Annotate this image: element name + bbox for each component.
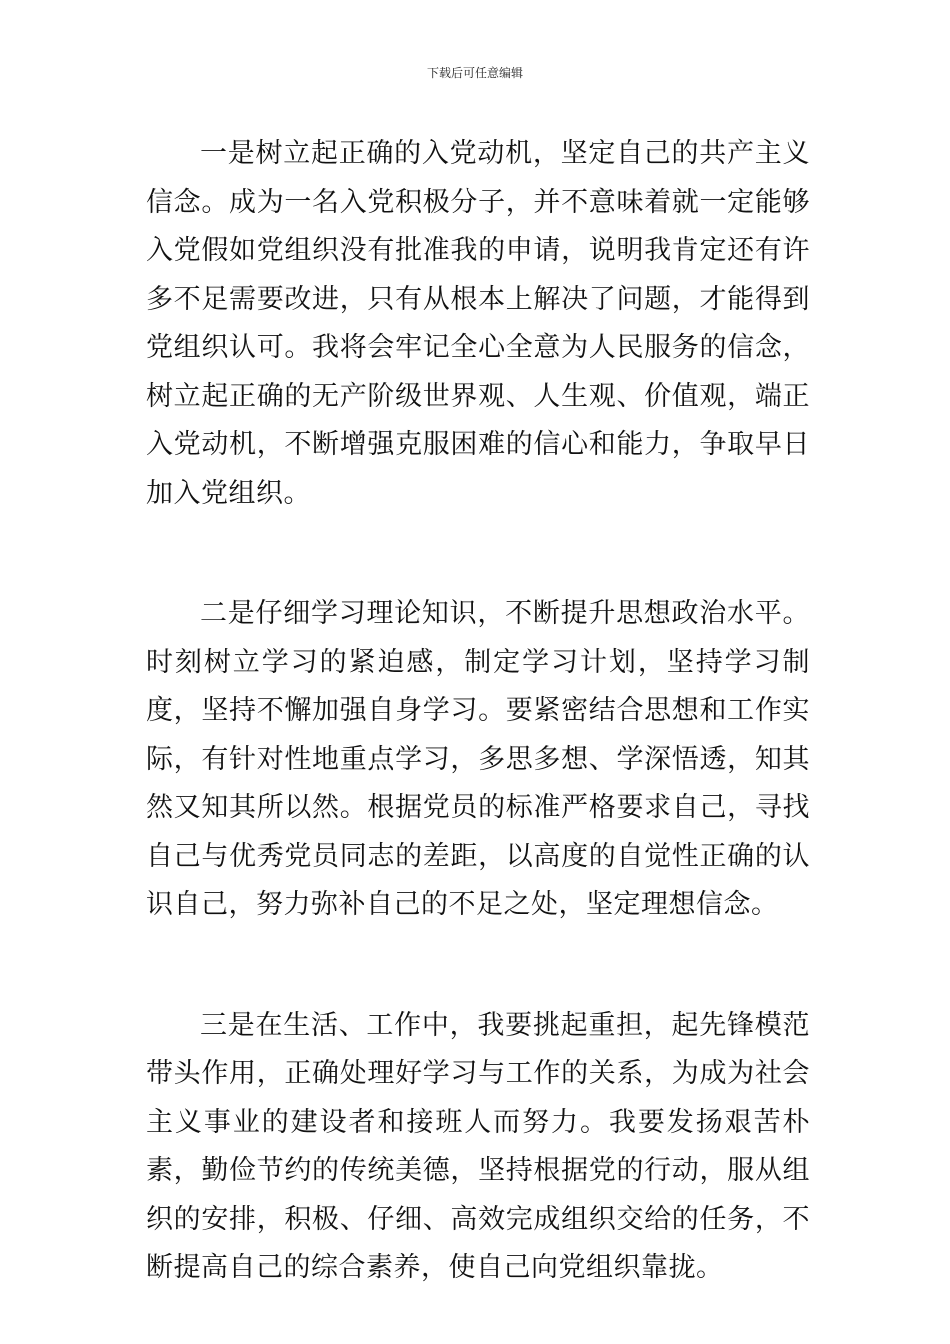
document-body: [146, 130, 810, 1293]
page-header: 下载后可任意编辑: [426, 66, 523, 80]
paragraph-3: 三是在生活、工作中，我要挑起重担，起先锋模范带头作用，正确处理好学习与工作的关系，为成为社会主义事业的建设者和接班人而努力。我要发扬艰苦朴素，勤俭节约的传统美德，坚持根据党的行动，服从组织的安排，积极、仔细、高效完成组织交给的任务，不断提高自己的综合素养，使自己向党组织靠拢。: [146, 1009, 810, 1283]
paragraph-2: 二是仔细学习理论知识，不断提升思想政治水平。时刻树立学习的紧迫感，制定学习计划，坚持学习制度，坚持不懈加强自身学习。要紧密结合思想和工作实际，有针对性地重点学习，多思多想、学深悟透，知其然又知其所以然。根据党员的标准严格要求自己，寻找自己与优秀党员同志的差距，以高度的自觉性正确的认识自己，努力弥补自己的不足之处，坚定理想信念。: [146, 598, 810, 920]
paragraph-1: 一是树立起正确的入党动机，坚定自己的共产主义信念。成为一名入党积极分子，并不意味着就一定能够入党假如党组织没有批准我的申请，说明我肯定还有许多不足需要改进，只有从根本上解决了问题，才能得到党组织认可。我将会牢记全心全意为人民服务的信念，树立起正确的无产阶级世界观、人生观、价值观，端正入党动机，不断增强克服困难的信心和能力，争取早日加入党组织。: [146, 138, 810, 509]
